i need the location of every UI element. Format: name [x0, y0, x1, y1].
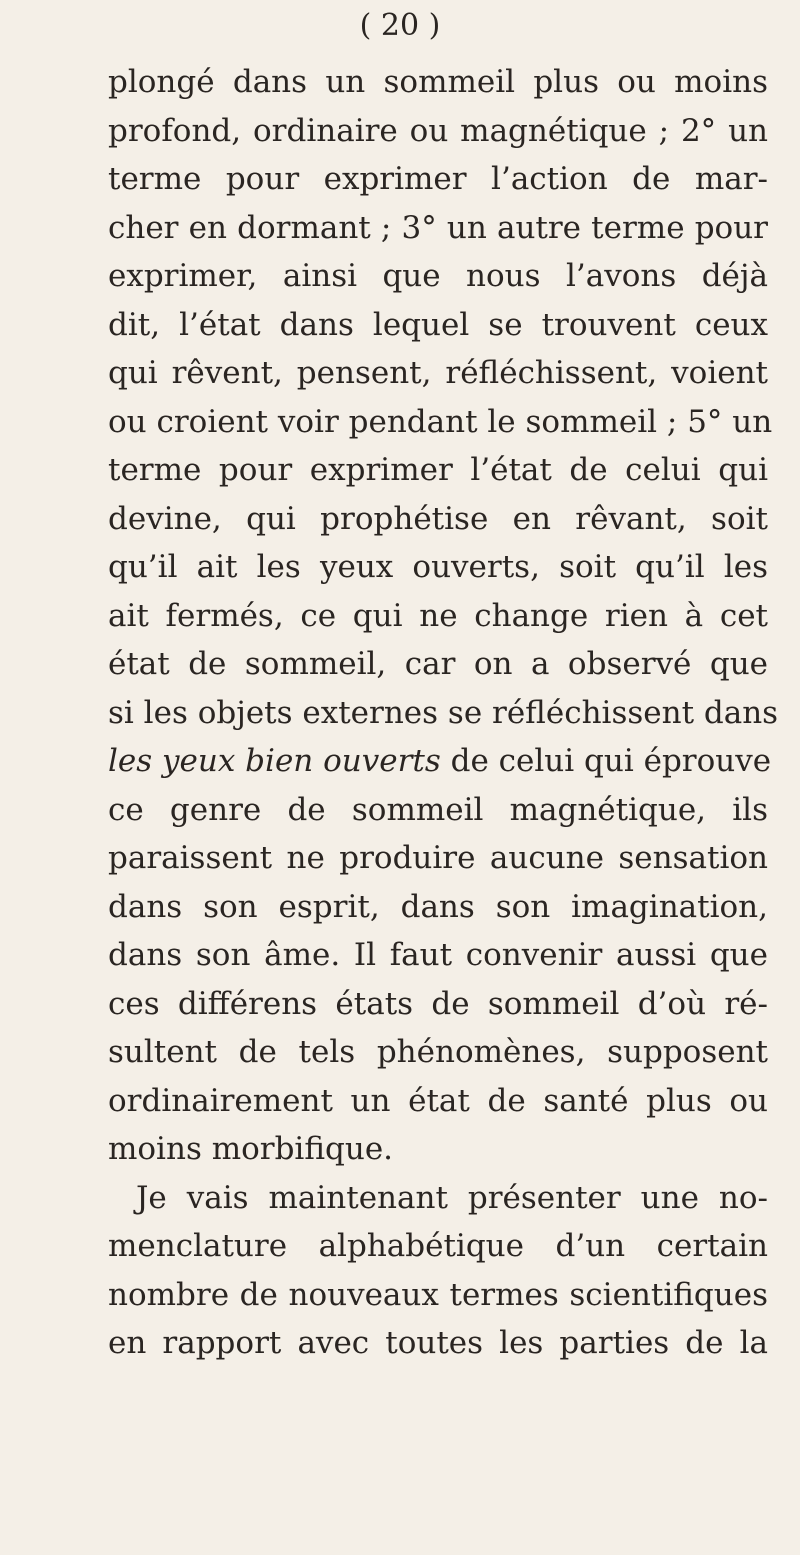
page-number: ( 20 )	[359, 8, 441, 43]
text-line: ces différens états de sommeil d’où ré-	[108, 985, 768, 1022]
text-line: exprimer, ainsi que nous l’avons déjà	[108, 258, 768, 294]
text-line: ordinairement un état de santé plus ou	[108, 1082, 768, 1119]
text-line: paraissent ne produire aucune sensation	[108, 840, 768, 876]
text-line: ce genre de sommeil magnétique, ils	[108, 791, 768, 828]
text-line: terme pour exprimer l’état de celui qui	[108, 452, 768, 488]
text-line: menclature alphabétique d’un certain	[108, 1228, 768, 1264]
text-line: ou croient voir pendant le sommeil ; 5° un	[108, 403, 773, 440]
text-fragment: de celui qui éprouve	[440, 743, 772, 779]
text-line: qu’il ait les yeux ouverts, soit qu’il les	[108, 549, 768, 585]
text-line: en rapport avec toutes les parties de la	[108, 1325, 768, 1361]
text-line: profond, ordinaire ou magnétique ; 2° un	[108, 112, 768, 149]
text-line: nombre de nouveaux termes scientifiques	[108, 1276, 768, 1313]
paragraph-first-line: Je vais maintenant présenter une no-	[136, 1179, 768, 1216]
text-line: plongé dans un sommeil plus ou moins	[108, 64, 768, 100]
text-line: cher en dormant ; 3° un autre terme pour	[108, 209, 768, 246]
text-line: ait fermés, ce qui ne change rien à cet	[108, 597, 768, 634]
text-line-with-italic	[108, 737, 772, 786]
text-line: dit, l’état dans lequel se trouvent ceux	[108, 306, 768, 343]
text-line: devine, qui prophétise en rêvant, soit	[108, 500, 768, 537]
text-line: terme pour exprimer l’action de mar-	[108, 161, 768, 197]
text-line: qui rêvent, pensent, réfléchissent, voient	[108, 355, 768, 391]
italic-phrase: les yeux bien ouverts	[108, 743, 441, 779]
text-line: sultent de tels phénomènes, supposent	[108, 1034, 768, 1070]
text-line: moins morbifique.	[108, 1131, 394, 1167]
text-line: dans son esprit, dans son imagination,	[108, 888, 768, 925]
text-line: état de sommeil, car on a observé que	[108, 646, 768, 682]
body-text	[108, 58, 779, 1368]
text-line: si les objets externes se réfléchissent dans	[108, 694, 779, 731]
text-line: dans son âme. Il faut convenir aussi que	[108, 937, 768, 973]
